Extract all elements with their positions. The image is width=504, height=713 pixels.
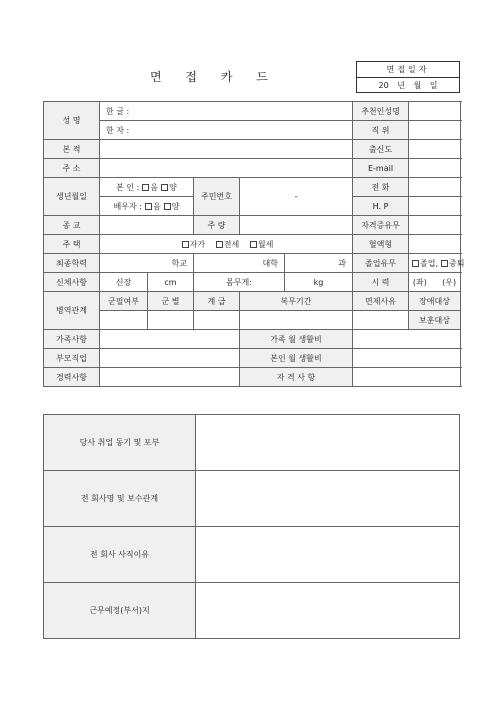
blood-label: 혈액형 (353, 235, 409, 254)
birthplace-field[interactable] (409, 140, 461, 159)
solar-label: 양 (169, 182, 177, 192)
dept-preference-field[interactable] (196, 583, 460, 639)
address-label: 주 소 (44, 159, 100, 178)
exempt-field[interactable] (353, 311, 409, 330)
graduated-checkbox[interactable] (412, 260, 419, 267)
page-title: 면 접 카 드 (150, 70, 278, 84)
resident-no-label: 주민번호 (194, 178, 240, 216)
religion-field[interactable] (100, 216, 194, 235)
grad-status-options (409, 254, 465, 273)
own-label: 자가 (189, 239, 206, 249)
spouse-lunar-label: 음 (152, 201, 161, 211)
resident-no-field[interactable]: - (240, 178, 353, 216)
prev-company-field[interactable] (196, 471, 460, 527)
spouse-solar-label: 양 (171, 201, 180, 211)
parents-job-field[interactable] (100, 349, 240, 368)
name-hanja-field[interactable]: 한 자 : (100, 121, 353, 140)
height-label: 신장 (100, 273, 148, 292)
sight-right: (우) (442, 277, 457, 287)
recommender-label: 추천인성명 (353, 102, 409, 121)
dept-field[interactable]: 과 (285, 254, 353, 273)
blood-field[interactable] (409, 235, 461, 254)
name-hangul-field[interactable]: 한 글 : (100, 102, 353, 121)
served-label: 군필여부 (100, 292, 148, 311)
birth-spouse-label: 배우자 : (113, 201, 142, 211)
email-field[interactable] (409, 159, 461, 178)
monthly-checkbox[interactable] (250, 241, 257, 248)
parents-job-label: 부모직업 (44, 349, 100, 368)
certificate-field[interactable] (409, 216, 461, 235)
family-cost-field[interactable] (353, 330, 461, 349)
spouse-solar-checkbox[interactable] (164, 203, 171, 210)
position-label: 직 위 (353, 121, 409, 140)
birth-self-label: 본 인 : (116, 182, 140, 192)
resign-reason-field[interactable] (196, 527, 460, 583)
military-label: 병역관계 (44, 292, 100, 330)
sight-left: (좌) (412, 277, 427, 287)
rank-field[interactable] (194, 311, 240, 330)
interview-date-box (356, 61, 460, 93)
prev-company-label: 전 회사명 및 보수관계 (44, 471, 196, 527)
disabled-label: 장애대상 (409, 292, 461, 311)
graduated-label: 졸업, (420, 258, 439, 268)
own-cost-label: 본인 월 생활비 (240, 349, 353, 368)
served-field[interactable] (100, 311, 148, 330)
hobby-label: 주 량 (194, 216, 240, 235)
resign-reason-label: 전 회사 사직이유 (44, 527, 196, 583)
period-field[interactable] (240, 311, 353, 330)
motivation-field[interactable] (196, 415, 460, 471)
branch-field[interactable] (148, 311, 194, 330)
hobby-field[interactable] (240, 216, 353, 235)
monthly-label: 월세 (257, 239, 274, 249)
own-cost-field[interactable] (353, 349, 461, 368)
college-field[interactable]: 대학 (194, 254, 285, 273)
motivation-label: 당사 취업 동기 및 포부 (44, 415, 196, 471)
career-label: 경력사항 (44, 368, 100, 387)
school-field[interactable]: 학교 (100, 254, 194, 273)
housing-label: 주 택 (44, 235, 100, 254)
body-label: 신체사항 (44, 273, 100, 292)
sight-label: 시 력 (353, 273, 409, 292)
hp-label: H. P (353, 197, 409, 216)
phone-field[interactable] (409, 178, 461, 197)
lunar-label: 음 (150, 182, 159, 192)
period-label: 복무기간 (240, 292, 353, 311)
origin-field[interactable] (100, 140, 353, 159)
hp-field[interactable] (409, 197, 461, 216)
grad-status-label: 졸업유무 (353, 254, 409, 273)
recommender-field[interactable] (409, 102, 461, 121)
lunar-checkbox[interactable] (142, 184, 149, 191)
branch-label: 군 별 (148, 292, 194, 311)
height-unit[interactable]: cm (148, 273, 194, 292)
jeonse-label: 전세 (223, 239, 240, 249)
birth-spouse-field[interactable] (100, 197, 194, 216)
birthplace-label: 출신도 (353, 140, 409, 159)
rank-label: 계 급 (194, 292, 240, 311)
applicant-info-table (43, 101, 465, 387)
sight-field[interactable] (409, 273, 461, 292)
dept-preference-label: 근무예정(부서)지 (44, 583, 196, 639)
spouse-lunar-checkbox[interactable] (145, 203, 152, 210)
veteran-label: 보훈대상 (409, 311, 461, 330)
weight-unit[interactable]: kg (285, 273, 353, 292)
qualifications-label: 자 격 사 항 (240, 368, 353, 387)
dropped-checkbox[interactable] (441, 260, 448, 267)
family-field[interactable] (100, 330, 240, 349)
jeonse-checkbox[interactable] (216, 241, 223, 248)
email-label: E-mail (353, 159, 409, 178)
origin-label: 본 적 (44, 140, 100, 159)
education-label: 최종학력 (44, 254, 100, 273)
career-field[interactable] (100, 368, 240, 387)
weight-label: 몸무게: (194, 273, 285, 292)
essay-table (43, 414, 460, 639)
solar-checkbox[interactable] (161, 184, 168, 191)
address-field[interactable] (100, 159, 353, 178)
birth-label: 생년월일 (44, 178, 100, 216)
qualifications-field[interactable] (353, 368, 461, 387)
certificate-label: 자격증유무 (353, 216, 409, 235)
interview-date-label: 면접일자 (357, 62, 459, 78)
phone-label: 전 화 (353, 178, 409, 197)
birth-self-field[interactable] (100, 178, 194, 197)
family-cost-label: 가족 월 생활비 (240, 330, 353, 349)
interview-date-value[interactable]: 20 년 월 일 (378, 81, 438, 90)
exempt-label: 면제사유 (353, 292, 409, 311)
housing-options (100, 235, 353, 254)
religion-label: 종 교 (44, 216, 100, 235)
name-label: 성 명 (44, 102, 100, 140)
position-field[interactable] (409, 121, 461, 140)
own-checkbox[interactable] (182, 241, 189, 248)
family-label: 가족사항 (44, 330, 100, 349)
dropped-label: 중퇴 (449, 258, 465, 268)
